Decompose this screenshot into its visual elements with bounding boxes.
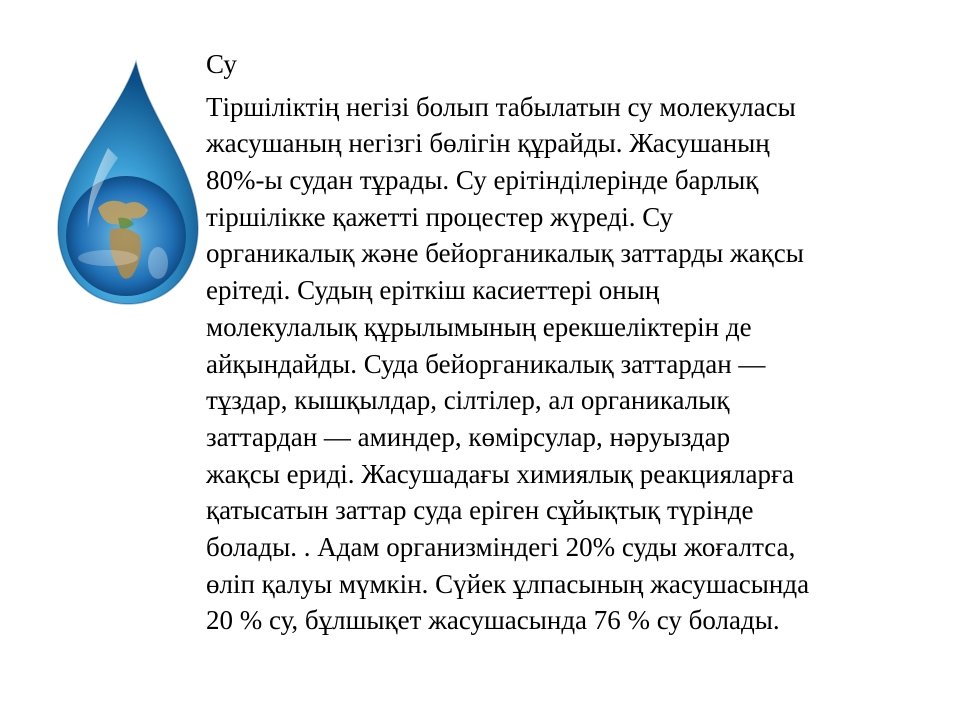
body-line: өліп қалуы мүмкін. Сүйек ұлпасының жасушасында	[206, 568, 810, 599]
body-line: заттардан — аминдер, көмірсулар, нәруыздар	[206, 421, 731, 452]
body-line: жақсы ериді. Жасушадағы химиялық реакцияларға	[206, 458, 795, 489]
body-line: 80%-ы судан тұрады. Су ерітінділерінде барлық	[206, 165, 759, 196]
slide-title: Су	[206, 49, 237, 79]
body-line: болады. . Адам организміндегі 20% суды жоғалтса,	[206, 531, 796, 562]
water-drop-graphic	[48, 58, 208, 308]
body-line: ерітеді. Судың еріткіш касиеттері оның	[206, 275, 660, 306]
body-line: жасушаның негізгі бөлігін құрайды. Жасушаның	[206, 128, 770, 159]
slide-text	[206, 46, 946, 639]
body-line: тұздар, кышқылдар, сілтілер, ал органикалық	[206, 385, 730, 416]
globe	[66, 176, 186, 296]
water-drop-earth-icon	[48, 58, 208, 308]
body-line: қатысатын заттар суда еріген сұйықтық түрінде	[206, 495, 754, 526]
body-line: Тіршіліктің негізі болып табылатын су молекуласы	[206, 91, 796, 122]
body-line: молекулалық құрылымының ерекшеліктерін де	[206, 311, 752, 342]
body-line: 20 % су, бұлшықет жасушасында 76 % су болады.	[206, 605, 780, 636]
body-line: айқындайды. Суда бейорганикалық заттардан —	[206, 348, 766, 379]
body-line: органикалық және бейорганикалық заттарды жақсы	[206, 238, 804, 269]
body-line: тіршілікке қажетті процестер жүреді. Су	[206, 201, 674, 232]
